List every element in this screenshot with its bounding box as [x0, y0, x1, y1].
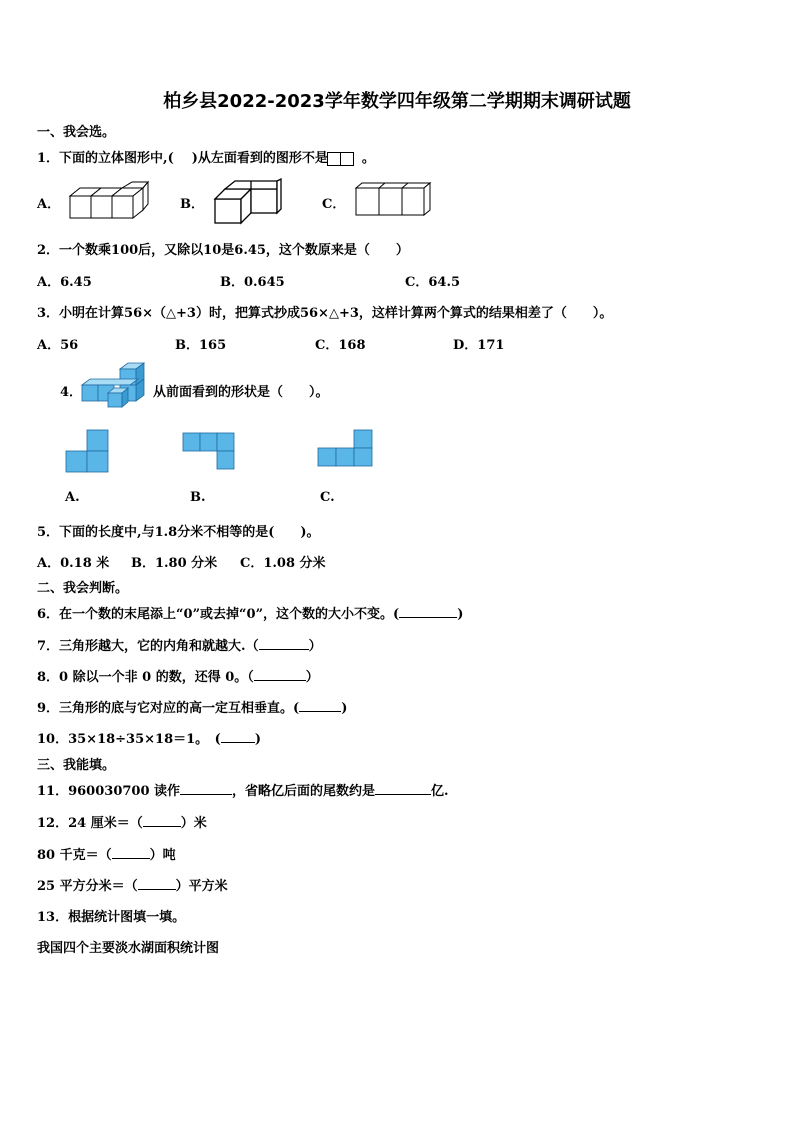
question-5-option-c[interactable]: C．1.08 分米 [240, 556, 326, 571]
question-6-end: ) [457, 607, 464, 622]
question-10-text: 10．35×18÷35×18＝1。 ( [37, 732, 221, 747]
answer-blank[interactable] [138, 876, 176, 890]
chart-caption: 我国四个主要淡水湖面积统计图 [37, 941, 220, 956]
cube-figure-a [68, 184, 150, 222]
question-3-option-b[interactable]: B．165 [175, 338, 227, 353]
answer-blank[interactable] [299, 698, 341, 712]
question-12-line-1-b: ）米 [180, 816, 207, 831]
question-2-option-b[interactable]: B．0.645 [220, 275, 285, 290]
answer-blank[interactable] [254, 667, 306, 681]
square-icon [327, 152, 341, 166]
question-1-text-a: 1．下面的立体图形中,( [37, 151, 174, 166]
question-2-option-a[interactable]: A．6.45 [37, 275, 92, 290]
question-1-option-b[interactable]: B． [180, 197, 204, 212]
question-2-option-c[interactable]: C．64.5 [405, 275, 461, 290]
question-12-line-1 [37, 812, 207, 831]
question-3: 3．小明在计算56×（△+3）时，把算式抄成56×△+3，这样计算两个算式的结果相差了（ ）。 [37, 306, 613, 321]
question-4-number: 4． [60, 385, 83, 400]
cube-figure-b [213, 179, 285, 225]
question-5-option-a[interactable]: A．0.18 米 [37, 556, 110, 571]
question-11-text-b: ，省略亿后面的尾数约是 [232, 784, 376, 799]
question-1-text-c: 。 [361, 151, 375, 166]
question-9-end: ) [341, 701, 348, 716]
answer-blank[interactable] [375, 781, 431, 795]
page-title: 柏乡县2022-2023学年数学四年级第二学期期末调研试题 [163, 91, 631, 112]
question-7-end: ） [308, 639, 322, 654]
question-9 [37, 697, 347, 716]
question-3-option-a[interactable]: A．56 [37, 338, 79, 353]
question-12-line-3-b: ）平方米 [175, 879, 228, 894]
answer-blank[interactable] [180, 781, 232, 795]
question-10-end: ) [254, 732, 261, 747]
question-4-option-b[interactable]: B. [190, 490, 206, 505]
question-13: 13．根据统计图填一填。 [37, 910, 186, 925]
question-2: 2．一个数乘100后，又除以10是6.45，这个数原来是（ ） [37, 243, 409, 258]
question-12-line-2-b: ）吨 [149, 848, 176, 863]
question-1 [37, 147, 375, 166]
question-12-line-2-a: 80 千克＝（ [37, 848, 112, 863]
question-12-line-1-a: 12．24 厘米＝（ [37, 816, 143, 831]
cube-figure-c [354, 182, 434, 218]
view-option-b-figure [182, 432, 238, 472]
section-heading-1: 一、我会选。 [37, 125, 116, 140]
view-option-a-figure [65, 429, 111, 475]
question-8 [37, 666, 319, 685]
question-8-text: 8．0 除以一个非 0 的数，还得 0。（ [37, 670, 254, 685]
question-4-option-a[interactable]: A. [65, 490, 80, 505]
question-1-option-c[interactable]: C． [322, 197, 346, 212]
question-7-text: 7．三角形越大，它的内角和就越大.（ [37, 639, 259, 654]
question-11 [37, 780, 449, 799]
square-icon [340, 152, 354, 166]
answer-blank[interactable] [399, 604, 457, 618]
blue-cube-stack-figure [80, 361, 150, 411]
answer-blank[interactable] [221, 729, 255, 743]
question-4-text: 从前面看到的形状是（ ）。 [153, 385, 329, 400]
section-heading-3: 三、我能填。 [37, 758, 116, 773]
question-7 [37, 635, 322, 654]
answer-blank[interactable] [259, 636, 309, 650]
question-3-option-c[interactable]: C．168 [315, 338, 366, 353]
question-5: 5．下面的长度中,与1.8分米不相等的是( )。 [37, 525, 320, 540]
question-6 [37, 603, 463, 622]
question-6-text: 6．在一个数的末尾添上“0”或去掉“0”，这个数的大小不变。( [37, 607, 400, 622]
question-8-end: ） [305, 670, 319, 685]
question-12-line-2 [37, 844, 176, 863]
question-10 [37, 728, 261, 747]
question-9-text: 9．三角形的底与它对应的高一定互相垂直。( [37, 701, 300, 716]
question-12-line-3-a: 25 平方分米＝（ [37, 879, 138, 894]
question-11-text-c: 亿. [431, 784, 449, 799]
answer-blank[interactable] [143, 813, 181, 827]
answer-blank[interactable] [112, 845, 150, 859]
question-5-option-b[interactable]: B．1.80 分米 [131, 556, 218, 571]
question-3-option-d[interactable]: D．171 [453, 338, 505, 353]
view-option-c-figure [317, 429, 375, 469]
question-1-text-b: )从左面看到的图形不是 [191, 151, 328, 166]
question-1-option-a[interactable]: A． [37, 197, 61, 212]
question-12-line-3 [37, 875, 228, 894]
section-heading-2: 二、我会判断。 [37, 581, 129, 596]
question-11-text-a: 11．960030700 读作 [37, 784, 181, 799]
question-4-option-c[interactable]: C. [320, 490, 335, 505]
